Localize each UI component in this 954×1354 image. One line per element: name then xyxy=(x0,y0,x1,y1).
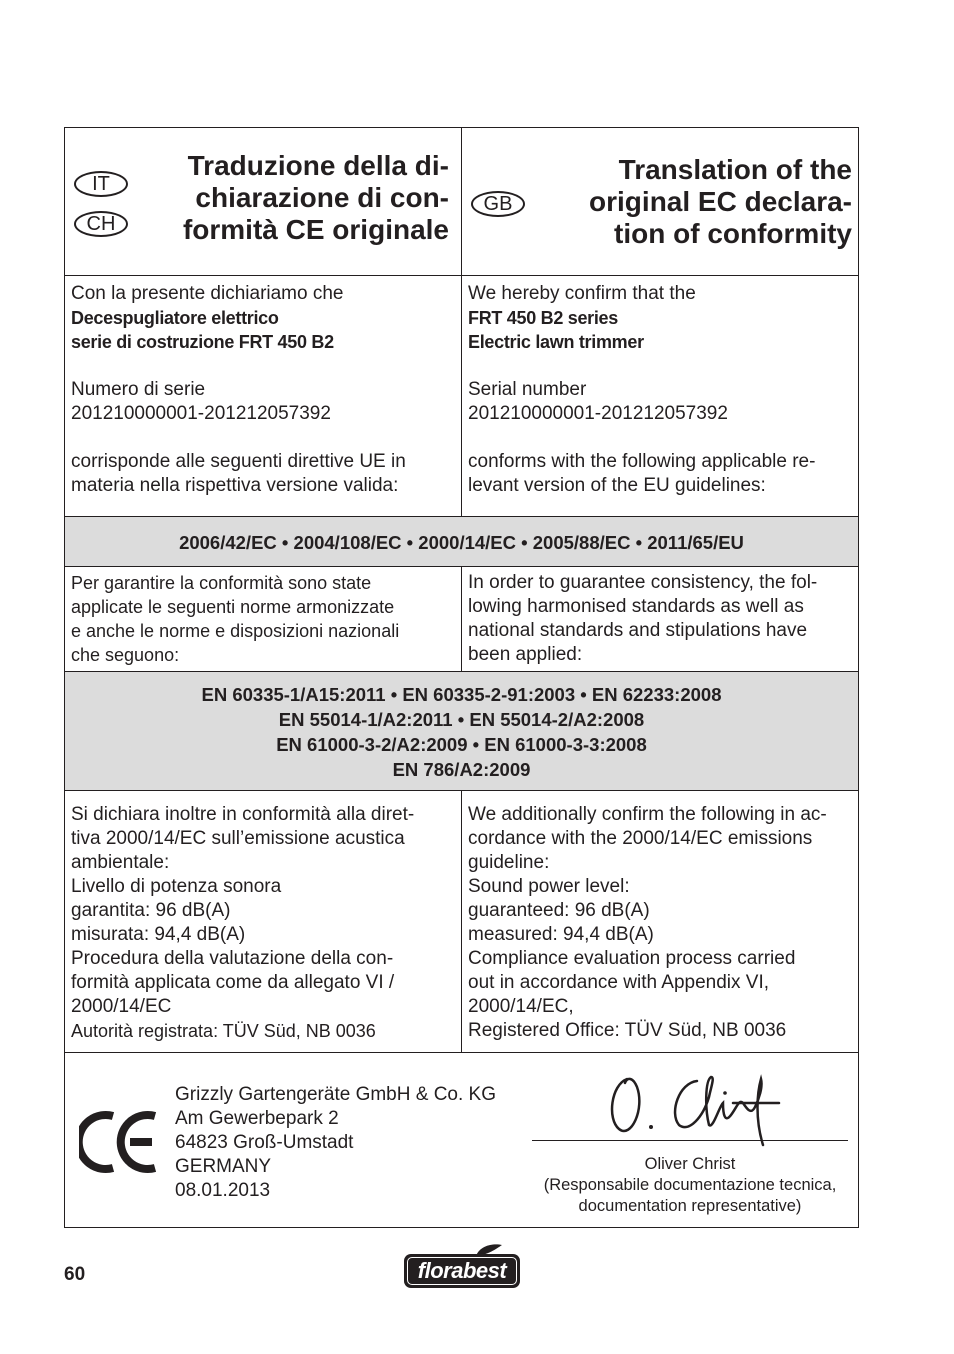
standards-row xyxy=(65,672,858,791)
product-en-cell xyxy=(462,276,858,516)
logo-wordmark: florabest xyxy=(417,1258,507,1283)
product-it-intro: Con la presente dichiariamo che xyxy=(71,283,344,304)
header-row xyxy=(65,128,858,276)
noise-en-cell xyxy=(462,791,858,1052)
badge-it: IT xyxy=(74,171,128,197)
directives-row xyxy=(65,517,858,567)
noise-row xyxy=(65,791,858,1053)
header-en-cell xyxy=(462,128,858,275)
product-en-name: FRT 450 B2 series Electric lawn trimmer xyxy=(468,308,644,352)
handwritten-signature-icon xyxy=(605,1069,785,1149)
noise-it-cell xyxy=(65,791,462,1052)
signature-row xyxy=(65,1053,858,1227)
ce-mark-icon xyxy=(79,1110,161,1174)
product-it-conform: corrisponde alle seguenti direttive UE in materia nella rispettiva versione valida: xyxy=(71,451,406,496)
standards-intro-row xyxy=(65,567,858,672)
product-row xyxy=(65,276,858,517)
florabest-logo xyxy=(404,1243,520,1289)
directives-list: 2006/42/EC • 2004/108/EC • 2000/14/EC • 2005/88/EC • 2011/65/EU xyxy=(179,532,744,553)
signatory-name: Oliver Christ (Responsabile documentazione tecnica, documentation representative) xyxy=(543,1155,837,1215)
header-it-title: Traduzione della di- chiarazione di con- formità CE originale xyxy=(182,150,449,245)
product-it-serial: Numero di serie 201210000001-201212057392 xyxy=(71,379,331,424)
noise-it-text: Si dichiara inoltre in conformità alla diret- tiva 2000/14/EC sull’emissione acustica ambientale: Livello di potenza sonora garantita: 96 dB(A) misurata: 94,4 dB(A) Procedura della valutazione della con- formità applicata come da allegato VI / 2000/14/EC xyxy=(71,804,415,1017)
standards-intro-it-cell xyxy=(65,567,462,671)
standards-intro-en: In order to guarantee consistency, the fol- lowing harmonised standards as well as national standards and stipulations have been applied: xyxy=(468,572,818,665)
badge-gb: GB xyxy=(471,191,525,217)
standards-intro-en-cell xyxy=(462,567,858,671)
header-en-title: Translation of the original EC declara- tion of conformity xyxy=(589,154,852,249)
badge-ch: CH xyxy=(74,211,128,237)
product-it-cell xyxy=(65,276,462,516)
signature-line xyxy=(532,1140,848,1141)
company-address: Grizzly Gartengeräte GmbH & Co. KG Am Gewerbepark 2 64823 Groß-Umstadt GERMANY 08.01.2013 xyxy=(175,1084,496,1201)
noise-en-text: We additionally confirm the following in ac- cordance with the 2000/14/EC emissions guideline: Sound power level: guaranteed: 96 dB(A) measured: 94,4 dB(A) Compliance evaluation process carried out in accordance with Appendix VI, 2000/14/EC, Registered Office: TÜV Süd, NB 0036 xyxy=(468,804,827,1041)
product-it-name: Decespugliatore elettrico serie di costruzione FRT 450 B2 xyxy=(71,308,334,352)
declaration-table xyxy=(64,127,859,1228)
product-en-intro: We hereby confirm that the xyxy=(468,283,696,304)
header-it-cell xyxy=(65,128,462,275)
page-number: 60 xyxy=(64,1264,86,1285)
product-en-serial: Serial number 201210000001-201212057392 xyxy=(468,379,728,424)
product-en-conform: conforms with the following applicable re- levant version of the EU guidelines: xyxy=(468,451,816,496)
standards-list: EN 60335-1/A15:2011 • EN 60335-2-91:2003 • EN 62233:2008 EN 55014-1/A2:2011 • EN 55014-2/A2:2008 EN 61000-3-2/A2:2009 • EN 61000-3-3:2008 EN 786/A2:2009 xyxy=(201,684,722,780)
noise-it-authority: Autorità registrata: TÜV Süd, NB 0036 xyxy=(71,1021,376,1041)
standards-intro-it: Per garantire la conformità sono state applicate le seguenti norme armonizzate e anche le norme e disposizioni nazionali che seguono: xyxy=(71,573,400,665)
